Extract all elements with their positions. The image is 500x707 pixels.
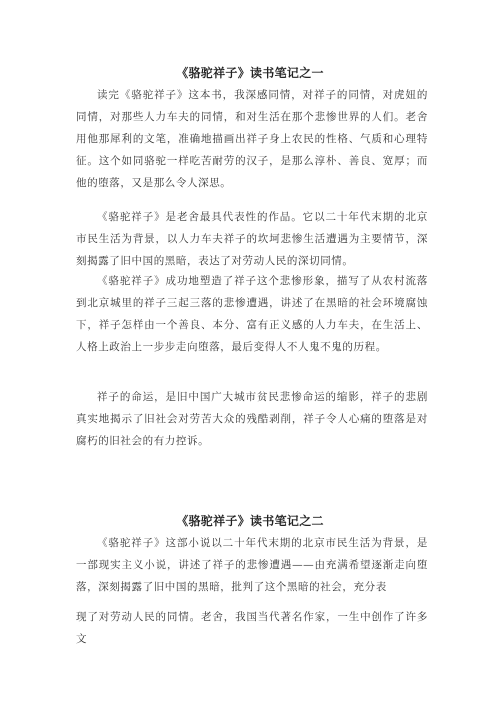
section-1-paragraph-3: 《骆驼祥子》成功地塑造了祥子这个悲惨形象，描写了从农村流落到北京城里的祥子三起三落的悲惨遭遇，讲述了在黑暗的社会环境腐蚀下，祥子怎样由一个善良、本分、富有正义感的人力车夫，在生活上、人格上政治上一步步走向堕落，最后变得人不人鬼不鬼的历程。 bbox=[76, 275, 428, 353]
section-1-paragraph-4: 祥子的命运，是旧中国广大城市贫民悲惨命运的缩影，祥子的悲剧真实地揭示了旧社会对劳苦大众的残酷剥削，祥子令人心痛的堕落是对腐朽的旧社会的有力控诉。 bbox=[76, 391, 428, 447]
section-1-paragraph-2: 《骆驼祥子》是老舍最具代表性的作品。它以二十年代末期的北京市民生活为背景，以人力车夫祥子的坎坷悲惨生活遭遇为主要情节，深刻揭露了旧中国的黑暗，表达了对劳动人民的深切同情。 bbox=[76, 211, 428, 267]
section-2-paragraph-1: 《骆驼祥子》这部小说以二十年代末期的北京市民生活为背景，是一部现实主义小说，讲述了祥子的悲惨遭遇——由充满希望逐渐走向堕落，深刻揭露了旧中国的黑暗，批判了这个黑暗的社会，充分表 bbox=[76, 537, 428, 593]
section-1-paragraph-1: 读完《骆驼祥子》这本书，我深感同情，对祥子的同情，对虎妞的同情，对那些人力车夫的同情，和对生活在那个悲惨世界的人们。老舍用他那犀利的文笔，准确地描画出祥子身上农民的性格、气质和心理特征。这个如同骆驼一样吃苦耐劳的汉子，是那么淳朴、善良、宽厚；而他的堕落，又是那么令人深思。 bbox=[76, 89, 428, 189]
section-2-title: 《骆驼祥子》读书笔记之二 bbox=[176, 514, 324, 528]
section-1-title: 《骆驼祥子》读书笔记之一 bbox=[176, 66, 324, 80]
section-2-paragraph-2: 现了对劳动人民的同情。老舍，我国当代著名作家，一生中创作了许多文 bbox=[76, 611, 428, 645]
